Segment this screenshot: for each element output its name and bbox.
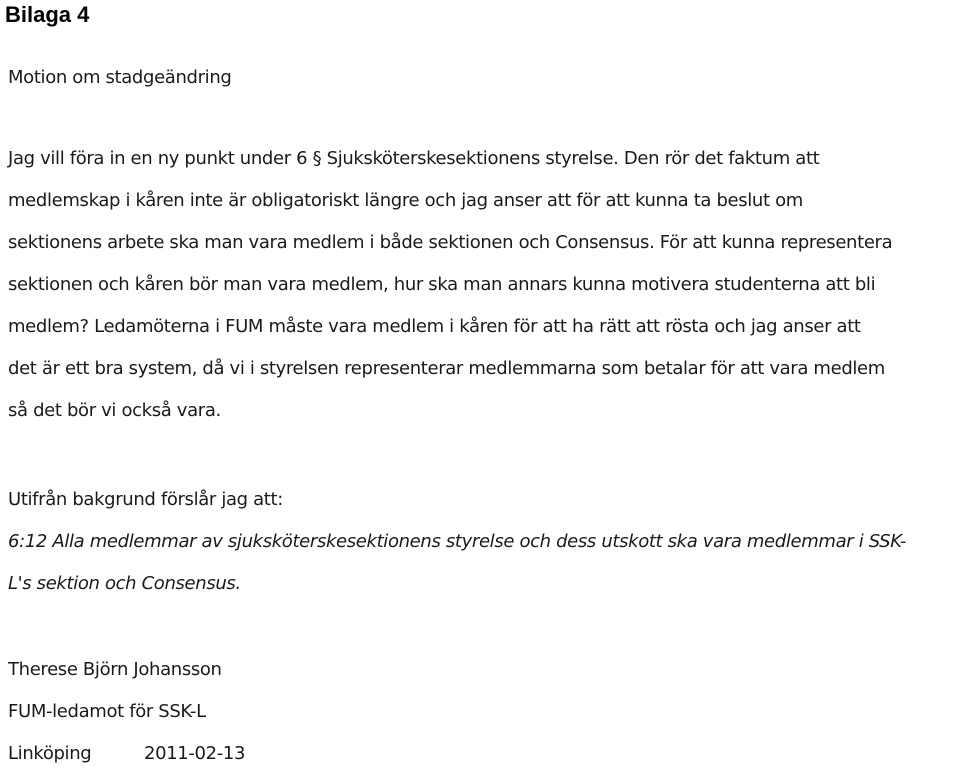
- signature-role: FUM-ledamot för SSK-L: [8, 701, 206, 722]
- proposal-text: [8, 531, 956, 615]
- body-line: medlemskap i kåren inte är obligatoriskt längre och jag anser att för att kunna ta beslut om: [8, 190, 803, 211]
- body-line: medlem? Ledamöterna i FUM måste vara medlem i kåren för att ha rätt att rösta och jag anser att: [8, 316, 861, 337]
- motion-heading: Motion om stadgeändring: [8, 67, 232, 88]
- body-line: Jag vill föra in en ny punkt under 6 § Sjuksköterskesektionens styrelse. Den rör det faktum att: [8, 148, 820, 169]
- body-line: sektionens arbete ska man vara medlem i både sektionen och Consensus. För att kunna representera: [8, 232, 893, 253]
- signature-place: Linköping: [8, 743, 92, 764]
- body-line: sektionen och kåren bör man vara medlem, hur ska man annars kunna motivera studenterna att bli: [8, 274, 876, 295]
- signature-name: Therese Björn Johansson: [8, 659, 222, 680]
- signature-place-date: [8, 743, 246, 765]
- attachment-label: Bilaga 4: [5, 2, 90, 27]
- proposal-line: L's sektion och Consensus.: [8, 573, 241, 594]
- proposal-line: 6:12 Alla medlemmar av sjuksköterskesektionens styrelse och dess utskott ska vara medlemmar i SSK-: [8, 531, 907, 552]
- signature-date: 2011-02-13: [144, 743, 246, 764]
- motion-text: [8, 148, 956, 442]
- body-line: så det bör vi också vara.: [8, 400, 221, 421]
- proposal-intro: Utifrån bakgrund förslår jag att:: [8, 489, 283, 510]
- body-line: det är ett bra system, då vi i styrelsen representerar medlemmarna som betalar för att vara medlem: [8, 358, 885, 379]
